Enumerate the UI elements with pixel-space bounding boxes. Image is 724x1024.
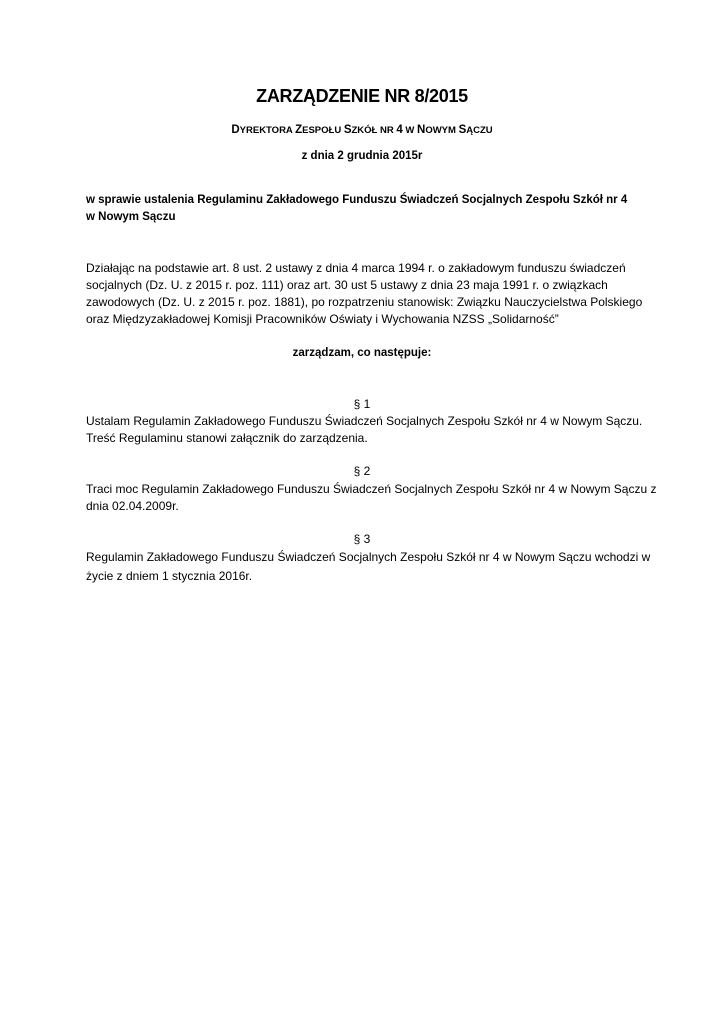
section-1-line-2: Treść Regulaminu stanowi załącznik do zarządzenia. (86, 431, 368, 445)
preamble-line-2: socjalnych (Dz. U. z 2015 r. poz. 111) oraz art. 30 ust 5 ustawy z dnia 23 maja 1991 r. o związkach (86, 278, 608, 292)
section-2-line-1: Traci moc Regulamin Zakładowego Funduszu Świadczeń Socjalnych Zespołu Szkół nr 4 w Nowym Sączu z (86, 482, 657, 496)
issuer-part: OWYM (425, 125, 459, 136)
issuer-part: W (402, 125, 418, 136)
issuer-part: N (417, 124, 426, 136)
section-3-symbol: § 3 (353, 532, 371, 546)
section-1-line-1: Ustalam Regulamin Zakładowego Funduszu Świadczeń Socjalnych Zespołu Szkół nr 4 w Nowym Sączu. (86, 414, 643, 428)
section-3-line-1: Regulamin Zakładowego Funduszu Świadczeń Socjalnych Zespołu Szkół nr 4 w Nowym Sączu wchodzi w (86, 550, 651, 564)
preamble-line-3: zawodowych (Dz. U. z 2015 r. poz. 1881), po rozpatrzeniu stanowisk: Związku Nauczycielstwa Polskiego (86, 295, 643, 309)
issuer-part: ESPOŁU (302, 125, 344, 136)
issuer-part: D (231, 124, 240, 136)
subject-line-1: w sprawie ustalenia Regulaminu Zakładowego Funduszu Świadczeń Socjalnych Zespołu Szkół nr 4 (86, 194, 628, 206)
issuer-part: YREKTORA (239, 125, 296, 136)
section-2-symbol: § 2 (353, 464, 371, 478)
issuer-part: ZKÓŁ NR (351, 125, 397, 136)
document-title: ZARZĄDZENIE NR 8/2015 (256, 86, 468, 106)
preamble-line-1: Działając na podstawie art. 8 ust. 2 ustawy z dnia 4 marca 1994 r. o zakładowym funduszu świadczeń (86, 261, 626, 275)
section-1-symbol: § 1 (353, 397, 371, 411)
subject-line-2: w Nowym Sączu (86, 211, 176, 223)
preamble-line-4: oraz Międzyzakładowej Komisji Pracowników Oświaty i Wychowania NZSS „Solidarność” (86, 312, 559, 326)
issuer-part: S (343, 124, 352, 136)
issuer-part: 4 (396, 124, 403, 136)
ordering-clause: zarządzam, co następuje: (292, 347, 432, 359)
issuer-line (0, 124, 724, 136)
issuer-part: Z (295, 124, 303, 136)
document-date: z dnia 2 grudnia 2015r (301, 150, 423, 162)
section-3-line-2: życie z dniem 1 stycznia 2016r. (86, 569, 253, 583)
issuer-part: ĄCZU (466, 125, 493, 136)
section-2-line-2: dnia 02.04.2009r. (86, 499, 179, 513)
issuer-part: S (458, 124, 467, 136)
